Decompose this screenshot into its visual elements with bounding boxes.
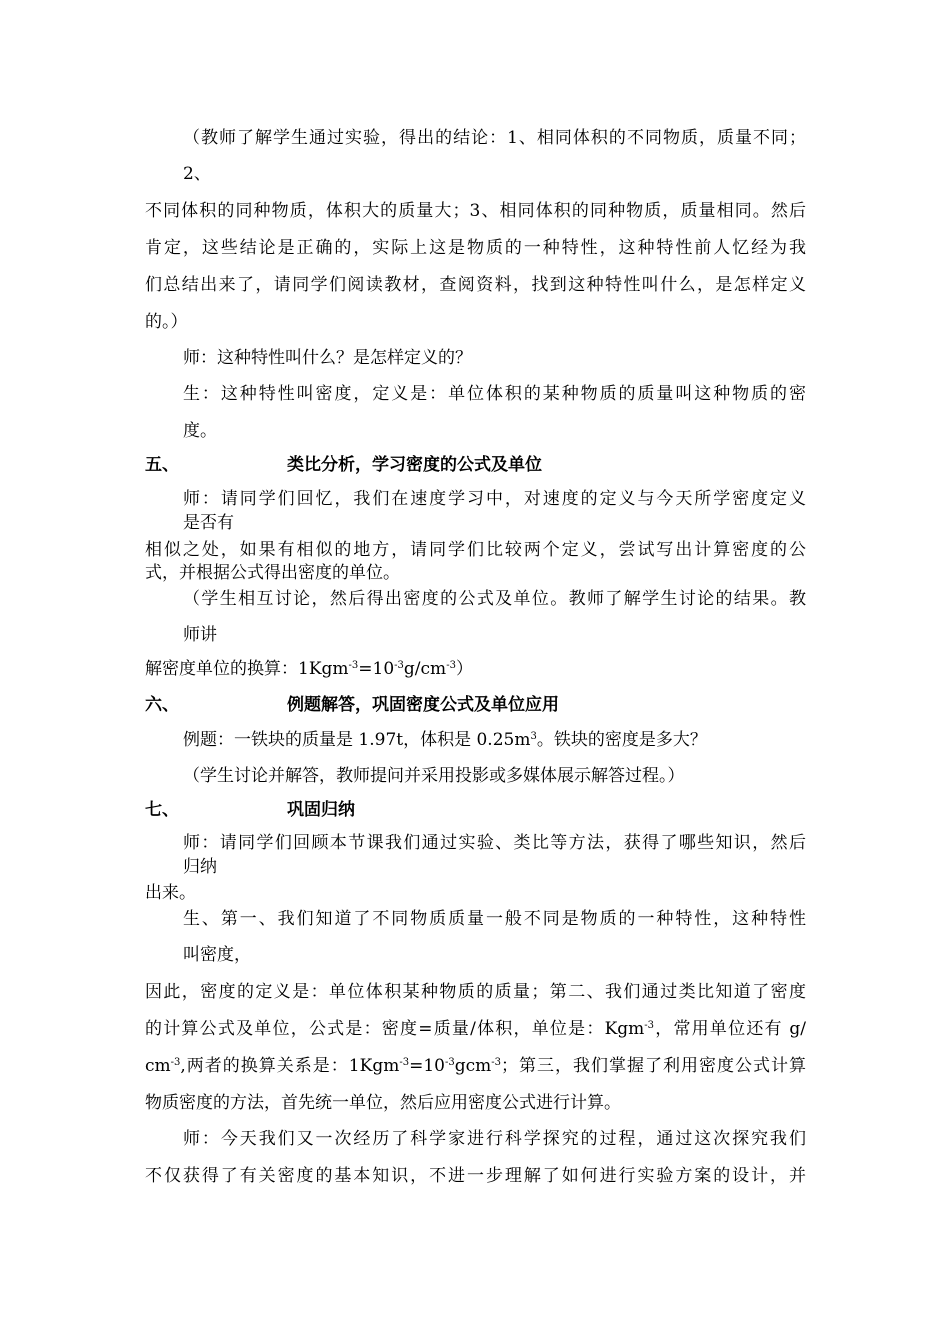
paragraph-line: （教师了解学生通过实验，得出的结论：1、相同体积的不同物质，质量不同； — [183, 128, 806, 148]
paragraph-line: 归纳 — [183, 857, 217, 877]
paragraph-line: 度。 — [183, 421, 217, 441]
section-title: 例题解答，巩固密度公式及单位应用 — [287, 695, 559, 715]
section-number: 五、 — [145, 455, 179, 475]
paragraph-line: 师：今天我们又一次经历了科学家进行科学探究的过程，通过这次探究我们 — [183, 1129, 806, 1149]
formula-line: 的计算公式及单位，公式是：密度=质量/体积，单位是：Kgm$^{-3}$，常用单位还有 g/ — [145, 1019, 806, 1039]
paragraph-line: （学生讨论并解答，教师提问并采用投影或多媒体展示解答过程。） — [183, 766, 685, 786]
paragraph-line: 出来。 — [145, 883, 196, 903]
paragraph-line: 因此，密度的定义是：单位体积某种物质的质量；第二、我们通过类比知道了密度 — [145, 982, 806, 1002]
paragraph-line: 师讲 — [183, 625, 217, 645]
section-number: 六、 — [145, 695, 179, 715]
paragraph-line: 式，并根据公式得出密度的单位。 — [145, 563, 400, 583]
paragraph-line: 肯定，这些结论是正确的，实际上这是物质的一种特性，这种特性前人忆经为我 — [145, 238, 806, 258]
unit-conversion-line: 解密度单位的换算：$1Kgm^{-3}=10^{-3}g/cm^{-3}$） — [145, 659, 473, 679]
section-title: 巩固归纳 — [287, 800, 355, 820]
unit-relation-line: $cm^{-3}$,两者的换算关系是：$1Kgm^{-3}=10^{-3}gcm^{-3}$；第三，我们掌握了利用密度公式计算 — [145, 1056, 806, 1076]
paragraph-line: 的。） — [145, 312, 188, 332]
section-number: 七、 — [145, 800, 179, 820]
example-problem-line: 例题：一铁块的质量是 1.97t，体积是 $0.25m^3$。铁块的密度是多大？ — [183, 730, 707, 750]
paragraph-line: 师：请同学们回忆，我们在速度学习中，对速度的定义与今天所学密度定义 — [183, 489, 806, 509]
paragraph-line: 们总结出来了，请同学们阅读教材，查阅资料，找到这种特性叫什么，是怎样定义 — [145, 275, 806, 295]
paragraph-line: 2、 — [183, 164, 211, 184]
paragraph-line: 物质密度的方法，首先统一单位，然后应用密度公式进行计算。 — [145, 1093, 621, 1113]
paragraph-line: 师：请同学们回顾本节课我们通过实验、类比等方法，获得了哪些知识，然后 — [183, 833, 806, 853]
paragraph-line: （学生相互讨论，然后得出密度的公式及单位。教师了解学生讨论的结果。教 — [183, 589, 806, 609]
paragraph-line: 叫密度， — [183, 945, 251, 965]
paragraph-line: 不同体积的同种物质，体积大的质量大；3、相同体积的同种物质，质量相同。然后 — [145, 201, 806, 221]
paragraph-line: 相似之处，如果有相似的地方，请同学们比较两个定义，尝试写出计算密度的公 — [145, 540, 806, 560]
paragraph-line: 师：这种特性叫什么？是怎样定义的？ — [183, 348, 472, 368]
section-title: 类比分析，学习密度的公式及单位 — [287, 455, 542, 475]
paragraph-line: 是否有 — [183, 513, 234, 533]
paragraph-line: 生：这种特性叫密度，定义是：单位体积的某种物质的质量叫这种物质的密 — [183, 384, 806, 404]
paragraph-line: 生、第一、我们知道了不同物质质量一般不同是物质的一种特性，这种特性 — [183, 909, 806, 929]
paragraph-line: 不仅获得了有关密度的基本知识，不进一步理解了如何进行实验方案的设计，并 — [145, 1166, 806, 1186]
